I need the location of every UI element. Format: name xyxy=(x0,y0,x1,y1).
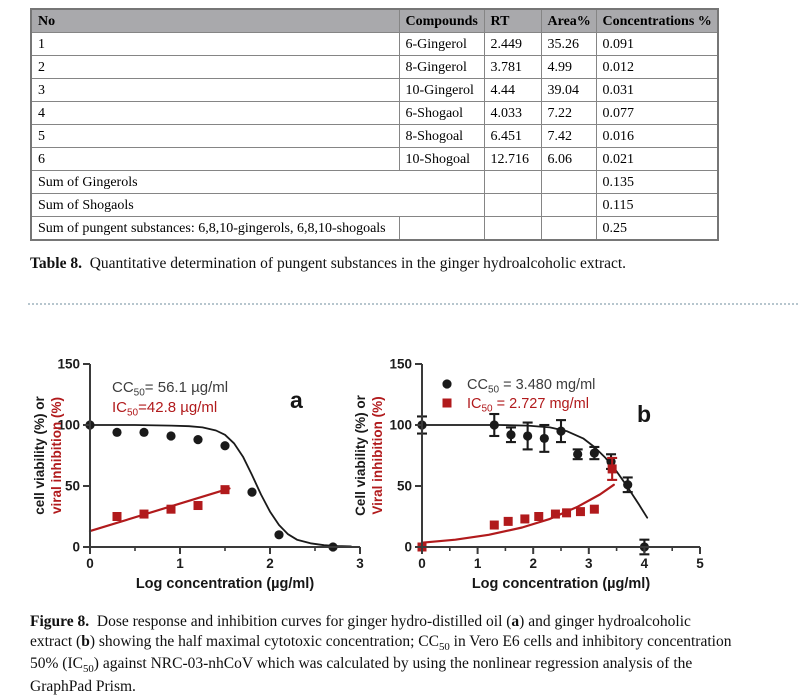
data-point-circle xyxy=(573,450,582,459)
y-tick-label: 100 xyxy=(57,417,80,433)
fit-curve xyxy=(422,485,614,543)
y-axis-label: Cell viability (%) or xyxy=(353,395,368,516)
data-series-group xyxy=(85,420,351,551)
data-point-square xyxy=(562,508,571,517)
x-tick-label: 1 xyxy=(176,556,184,571)
data-point-square xyxy=(490,521,499,530)
x-tick-label: 0 xyxy=(86,556,94,571)
table-cell: 4.99 xyxy=(541,56,596,79)
table-cell: 10-Shogoal xyxy=(399,148,484,171)
y-tick-label: 150 xyxy=(57,356,80,372)
table-cell: 8-Shogoal xyxy=(399,125,484,148)
data-point-square xyxy=(194,501,203,510)
caption-bold-text: Table 8. xyxy=(30,255,82,272)
table-cell: 2.449 xyxy=(484,33,541,56)
summary-row xyxy=(31,171,718,194)
fit-curve xyxy=(90,488,230,531)
x-tick-label: 5 xyxy=(696,556,704,571)
table-cell: 4.44 xyxy=(484,79,541,102)
table-cell: 0.012 xyxy=(596,56,718,79)
table-cell: 0.016 xyxy=(596,125,718,148)
table-cell xyxy=(399,217,484,241)
y-tick-label: 50 xyxy=(64,478,80,494)
table-cell: 5 xyxy=(31,125,399,148)
table-row xyxy=(31,79,718,102)
summary-row xyxy=(31,194,718,217)
caption-text: Dose response and inhibition curves for ginger hydro-distilled oil ( xyxy=(89,613,512,630)
table-cell xyxy=(541,194,596,217)
data-point-circle xyxy=(523,431,532,440)
y-axis-label: Viral inhibition (%) xyxy=(370,396,385,515)
data-point-square xyxy=(551,510,560,519)
table-cell: 3.781 xyxy=(484,56,541,79)
table-cell: 4 xyxy=(31,102,399,125)
legend-label: $IC_{50} = 2.727$ mg/ml xyxy=(467,396,589,415)
column-header: RT xyxy=(484,9,541,33)
table-row xyxy=(31,125,718,148)
table-cell: 35.26 xyxy=(541,33,596,56)
y-tick-label: 50 xyxy=(396,478,412,494)
cc50-annotation: $CC_{50}= 56.1$ µg/ml xyxy=(112,379,229,399)
data-series-group xyxy=(417,414,649,554)
table-cell xyxy=(541,217,596,241)
table-cell: 10-Gingerol xyxy=(399,79,484,102)
legend-square-marker xyxy=(443,399,452,408)
caption-bold-text: Figure 8. xyxy=(30,613,90,630)
data-point-square xyxy=(113,512,122,521)
table-cell: 7.42 xyxy=(541,125,596,148)
data-point-circle xyxy=(274,530,283,539)
data-point-circle xyxy=(540,434,549,443)
column-header: Area% xyxy=(541,9,596,33)
caption-text: ) and ginger hydroalcoholic extract ( xyxy=(30,613,691,651)
summary-label: Sum of pungent substances: 6,8,10-gingerols, 6,8,10-shogoals xyxy=(31,217,399,241)
data-point-square xyxy=(520,514,529,523)
chart-panel-a xyxy=(30,342,380,600)
x-tick-label: 1 xyxy=(473,556,482,571)
data-point-circle xyxy=(623,480,632,489)
data-point-circle xyxy=(166,431,175,440)
chart-panel-b xyxy=(355,342,720,600)
series-square xyxy=(418,458,618,552)
legend-label: $CC_{50} = 3.480$ mg/ml xyxy=(467,377,596,396)
table-caption xyxy=(30,254,760,274)
data-point-circle xyxy=(139,428,148,437)
x-tick-label: 3 xyxy=(356,556,364,571)
data-point-square xyxy=(534,512,543,521)
x-tick-label: 3 xyxy=(585,556,593,571)
y-axis-label: cell viability (%) or xyxy=(32,396,47,515)
table-row xyxy=(31,56,718,79)
caption-subscript: 50 xyxy=(82,663,94,676)
table-cell: 0.021 xyxy=(596,148,718,171)
caption-text: in Vero E6 cells and inhibitory concentration 50% (IC xyxy=(30,633,732,673)
data-point-square xyxy=(504,517,513,526)
summary-row xyxy=(31,217,718,241)
table-cell xyxy=(484,194,541,217)
panel-letter: b xyxy=(637,401,652,427)
table-cell xyxy=(541,171,596,194)
data-point-square xyxy=(590,505,599,514)
data-point-square xyxy=(167,505,176,514)
caption-text: ) showing the half maximal cytotoxic concentration; CC xyxy=(89,633,439,651)
y-tick-label: 0 xyxy=(404,539,412,555)
data-point-square xyxy=(576,507,585,516)
table-cell xyxy=(484,217,541,241)
table-cell: 39.04 xyxy=(541,79,596,102)
section-divider xyxy=(28,303,798,305)
data-point-circle xyxy=(490,420,499,429)
series-square xyxy=(113,485,230,521)
data-point-square xyxy=(221,485,230,494)
header-row xyxy=(31,9,718,33)
table-cell: 3 xyxy=(31,79,399,102)
x-tick-label: 2 xyxy=(266,556,274,571)
table-cell xyxy=(484,171,541,194)
data-point-circle xyxy=(220,441,229,450)
compounds-table xyxy=(30,8,719,241)
x-tick-label: 4 xyxy=(640,556,649,571)
caption-bold-text: a xyxy=(511,613,520,630)
caption-text: ) against NRC-03-nhCoV which was calculated by using the nonlinear regression analysis of the GraphPad Prism. xyxy=(30,655,693,695)
table-cell: 2 xyxy=(31,56,399,79)
summary-label: Sum of Gingerols xyxy=(31,171,484,194)
series-circle xyxy=(85,420,337,551)
caption-subscript: 50 xyxy=(438,641,450,654)
data-point-circle xyxy=(506,430,515,439)
summary-value: 0.135 xyxy=(596,171,718,194)
x-tick-label: 2 xyxy=(529,556,537,571)
table-cell: 6-Gingerol xyxy=(399,33,484,56)
data-point-square xyxy=(608,464,617,473)
figure-caption xyxy=(30,612,736,697)
caption-text: Quantitative determination of pungent substances in the ginger hydroalcoholic extract. xyxy=(81,255,627,272)
x-axis-label: Log concentration (µg/ml) xyxy=(135,576,315,592)
table-cell: 6 xyxy=(31,148,399,171)
panel-letter: a xyxy=(290,387,303,413)
column-header: No xyxy=(31,9,399,33)
table-cell: 8-Gingerol xyxy=(399,56,484,79)
table-cell: 6-Shogaol xyxy=(399,102,484,125)
y-tick-label: 100 xyxy=(389,417,412,433)
table-cell: 1 xyxy=(31,33,399,56)
y-tick-label: 0 xyxy=(72,539,80,555)
table-cell: 0.031 xyxy=(596,79,718,102)
data-point-circle xyxy=(112,428,121,437)
table-row xyxy=(31,33,718,56)
legend xyxy=(442,377,595,415)
summary-value: 0.115 xyxy=(596,194,718,217)
table-cell: 6.451 xyxy=(484,125,541,148)
y-axis-label: viral inhibition (%) xyxy=(49,397,64,514)
table-cell: 0.091 xyxy=(596,33,718,56)
table-row xyxy=(31,102,718,125)
data-point-circle xyxy=(247,488,256,497)
ic50-annotation: $IC_{50}=42.8$ µg/ml xyxy=(112,399,218,419)
column-header: Compounds xyxy=(399,9,484,33)
table-cell: 12.716 xyxy=(484,148,541,171)
legend-circle-marker xyxy=(442,379,451,388)
data-point-circle xyxy=(590,448,599,457)
x-axis-label: Log concentration (µg/ml) xyxy=(471,576,651,592)
caption-bold-text: b xyxy=(81,633,90,651)
data-point-circle xyxy=(193,435,202,444)
table-cell: 4.033 xyxy=(484,102,541,125)
table-cell: 7.22 xyxy=(541,102,596,125)
x-tick-label: 0 xyxy=(418,556,426,571)
column-header: Concentrations % xyxy=(596,9,718,33)
data-point-square xyxy=(140,510,149,519)
y-tick-label: 150 xyxy=(389,356,412,372)
summary-value: 0.25 xyxy=(596,217,718,241)
annotations-group xyxy=(112,379,228,419)
table-row xyxy=(31,148,718,171)
table-cell: 6.06 xyxy=(541,148,596,171)
table-cell: 0.077 xyxy=(596,102,718,125)
summary-label: Sum of Shogaols xyxy=(31,194,484,217)
table-header xyxy=(31,9,718,33)
data-point-circle xyxy=(556,427,565,436)
